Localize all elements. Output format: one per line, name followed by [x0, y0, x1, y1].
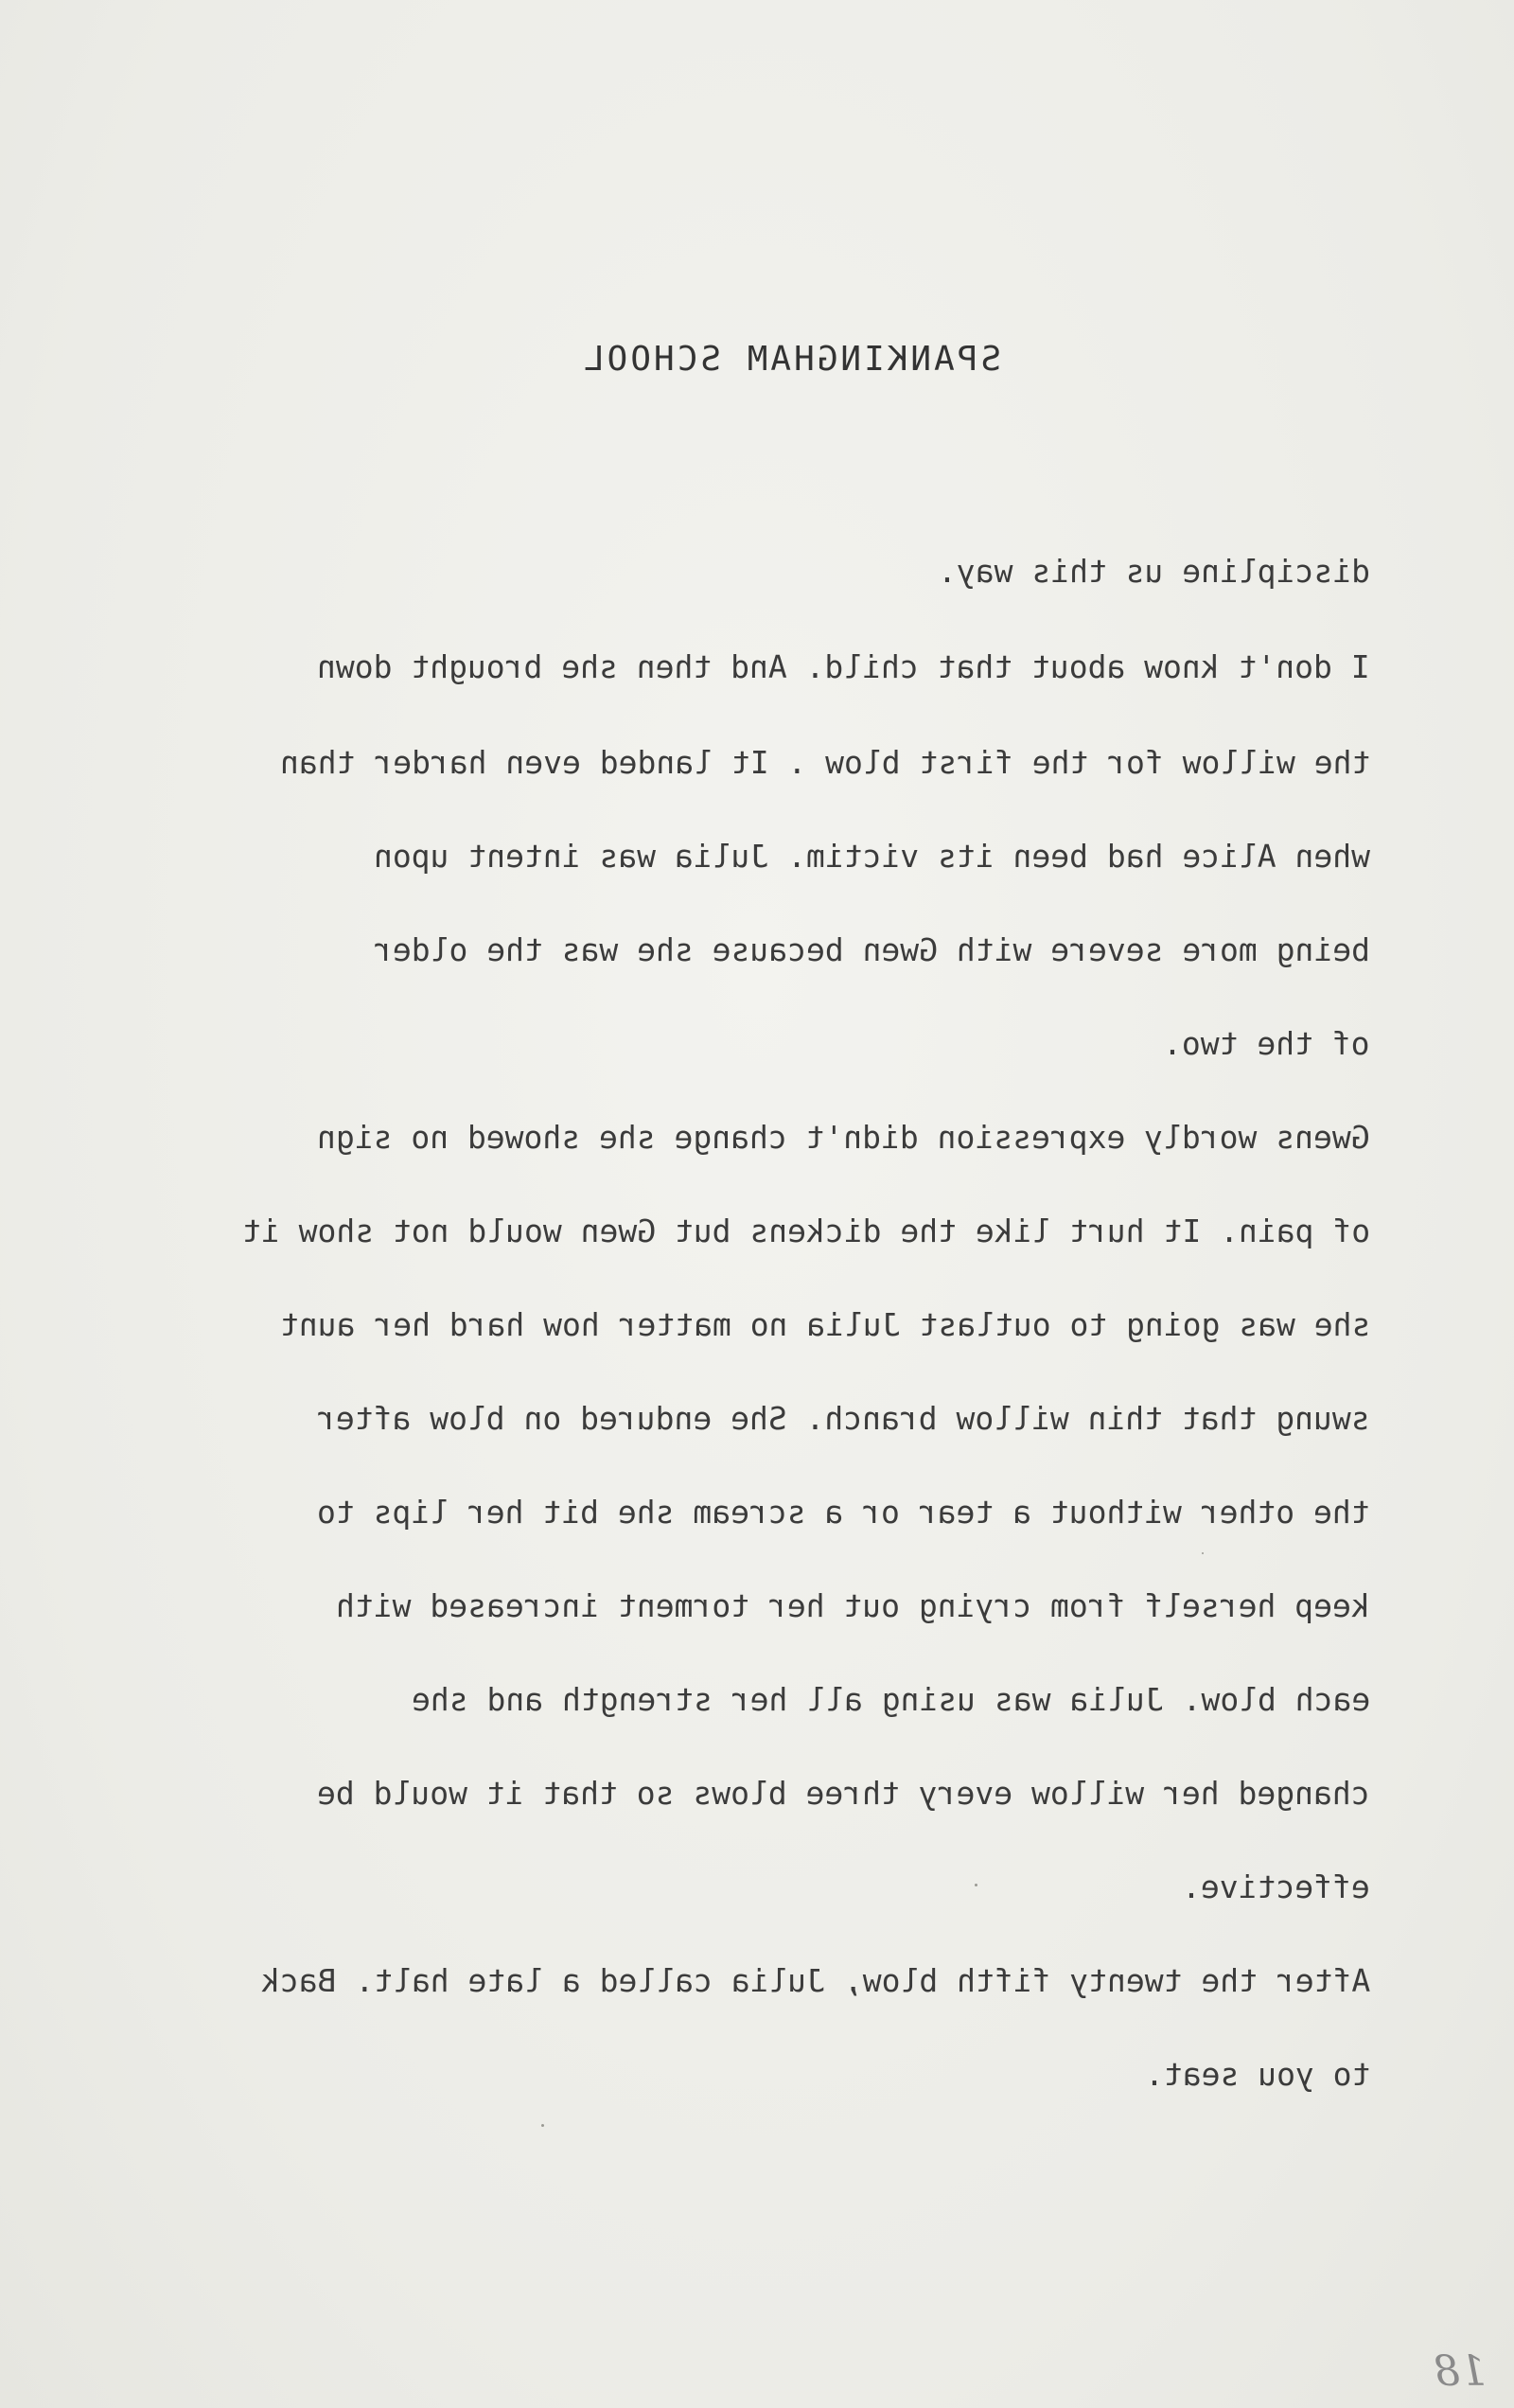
text-line [938, 548, 1370, 595]
text-line [261, 1957, 1370, 2005]
text-line-content: to you seat. [1144, 2056, 1370, 2093]
page-number-text: 18 [1434, 2347, 1487, 2396]
text-line-content: each blow. Julia was using all her strength and she [411, 1681, 1370, 1718]
text-line-content: discipline us this way. [938, 553, 1370, 590]
text-line-content: I don't know about that child. And then she brought down [317, 648, 1370, 685]
text-line [280, 1301, 1370, 1349]
paper-speck [975, 1884, 977, 1886]
paper-speck [1202, 1552, 1204, 1554]
text-line-content: swung that thin willow branch. She endured on blow after [317, 1400, 1370, 1437]
page-number [1434, 2344, 1494, 2400]
text-line-content: After the twenty fifth blow, Julia called a late halt. Back [260, 1962, 1370, 1999]
text-line-content: of the two. [1163, 1025, 1370, 1062]
text-line [1163, 1020, 1370, 1068]
text-line [317, 644, 1370, 691]
text-line [280, 739, 1370, 787]
text-line-content: the willow for the first blow . It landed even harder than [279, 744, 1370, 781]
text-line [1145, 2051, 1370, 2098]
text-line [317, 1489, 1370, 1536]
text-line [317, 1114, 1370, 1161]
page-title: SPANKINGHAM SCHOOL [580, 340, 1002, 379]
text-line-content: being more severe with Gwen because she was the older [374, 931, 1370, 968]
text-line-content: Gwens wordly expression didn't change she showed no sign [317, 1119, 1370, 1156]
text-line [374, 833, 1370, 880]
text-line-content: the other without a tear or a scream she bit her lips to [317, 1494, 1370, 1531]
text-line-content: of pain. It hurt like the dickens but Gwen would not show it [241, 1213, 1370, 1249]
text-line-content: when Alice had been its victim. Julia was intent upon [374, 838, 1370, 875]
paper-speck [541, 2124, 544, 2127]
text-line [317, 1395, 1370, 1443]
text-line [242, 1208, 1370, 1255]
text-line [374, 927, 1370, 974]
text-line-content: changed her willow every three blows so that it would be [317, 1775, 1370, 1812]
text-line [412, 1676, 1370, 1724]
text-line-content: she was going to outlast Julia no matter how hard her aunt [279, 1306, 1370, 1343]
text-line [336, 1583, 1370, 1630]
text-line [1182, 1864, 1370, 1911]
text-line [317, 1770, 1370, 1817]
text-line-content: effective. [1182, 1868, 1370, 1905]
text-line-content: keep herself from crying out her torment increased with [336, 1587, 1370, 1624]
